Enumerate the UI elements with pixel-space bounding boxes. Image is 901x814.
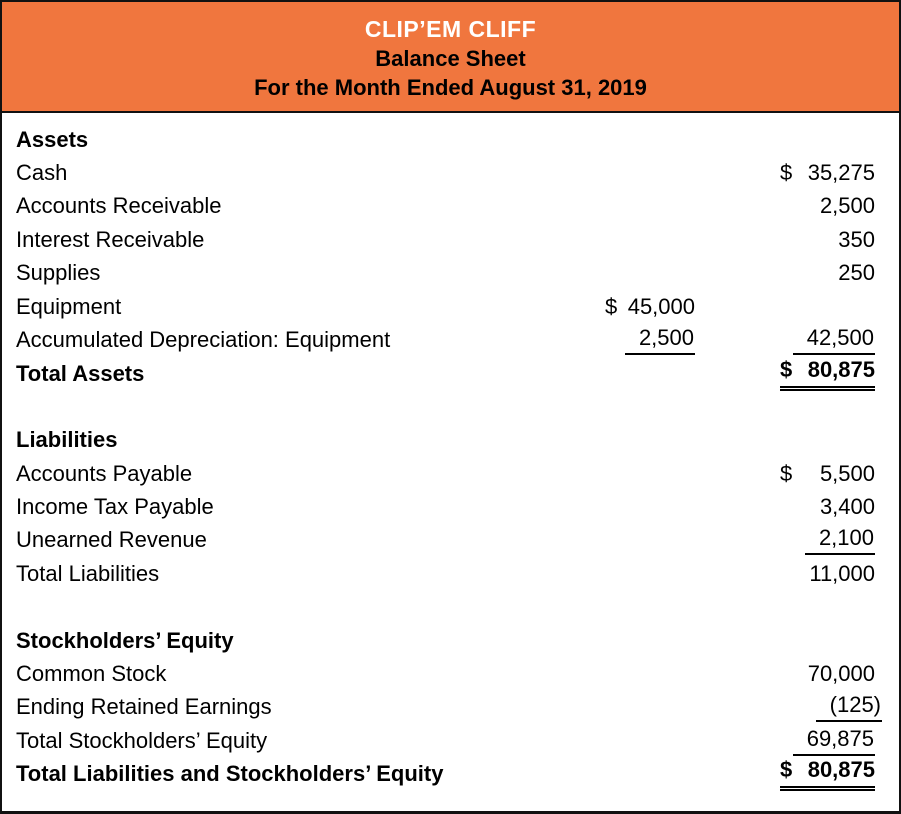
amount-value: 45,000: [627, 293, 695, 319]
amount-mid-column: [605, 294, 695, 320]
line-item-label: Accumulated Depreciation: Equipment: [16, 327, 391, 353]
total-row: [2, 357, 899, 390]
amount-value: 42,500: [793, 325, 875, 355]
section-heading: Liabilities: [16, 427, 118, 453]
amount-value: 69,875: [793, 726, 875, 756]
amount-right-column: [780, 227, 875, 253]
statement-header: [2, 2, 899, 113]
amount-value: 70,000: [807, 660, 875, 686]
amount-right-column: [780, 494, 875, 520]
amount-value: 350: [838, 226, 875, 252]
line-item-label: Accounts Payable: [16, 460, 193, 486]
amount-right-column: [780, 325, 875, 355]
section-heading: Assets: [16, 126, 89, 152]
line-item-row: [2, 557, 899, 590]
line-item-label: Total Liabilities and Stockholders’ Equity: [16, 761, 444, 787]
section-row: [2, 123, 899, 156]
company-name: CLIP’EM CLIFF: [364, 16, 537, 42]
amount-value: 2,500: [625, 325, 695, 355]
line-item-row: [2, 657, 899, 690]
amount-right-column: [780, 692, 881, 722]
amount-value: 11,000: [809, 560, 875, 586]
spacer-row: [2, 590, 899, 623]
amount-value: 2,500: [819, 193, 875, 219]
line-item-label: Interest Receivable: [16, 226, 205, 252]
section-heading: Stockholders’ Equity: [16, 627, 234, 653]
amount-right-column: [780, 461, 875, 487]
amount-value: 250: [838, 260, 875, 286]
line-item-label: Equipment: [16, 293, 122, 319]
line-item-label: Common Stock: [16, 660, 167, 686]
line-item-label: Cash: [16, 160, 68, 186]
amount-value: 2,100: [805, 525, 875, 555]
amount-right-column: [780, 661, 875, 687]
line-item-row: [2, 223, 899, 256]
line-item-row: [2, 323, 899, 356]
line-item-label: Accounts Receivable: [16, 193, 222, 219]
amount-right-column: [780, 757, 875, 791]
section-row: [2, 424, 899, 457]
line-item-row: [2, 290, 899, 323]
amount-right-column: [780, 561, 875, 587]
amount-value: 35,275: [807, 160, 875, 186]
spacer-row: [2, 390, 899, 423]
currency-symbol: $: [605, 293, 618, 319]
statement-title: Balance Sheet: [375, 46, 526, 71]
line-item-label: Total Liabilities: [16, 560, 160, 586]
section-row: [2, 624, 899, 657]
line-item-row: [2, 691, 899, 724]
amount-right-column: [780, 525, 875, 555]
total-row: [2, 757, 899, 790]
statement-body: [2, 113, 899, 791]
amount-right-column: [780, 726, 875, 756]
amount-value: 5,500: [819, 460, 875, 486]
line-item-row: [2, 156, 899, 189]
currency-symbol: $: [780, 460, 793, 486]
amount-right-column: [780, 193, 875, 219]
line-item-label: Unearned Revenue: [16, 527, 207, 553]
amount-value: 80,875: [807, 356, 875, 382]
line-item-row: [2, 457, 899, 490]
amount-value: (125): [816, 692, 882, 722]
line-item-row: [2, 524, 899, 557]
line-item-row: [2, 190, 899, 223]
amount-right-column: [780, 260, 875, 286]
statement-period: For the Month Ended August 31, 2019: [254, 75, 647, 100]
currency-symbol: $: [780, 356, 793, 382]
currency-symbol: $: [780, 160, 793, 186]
amount-right-column: [780, 160, 875, 186]
line-item-label: Income Tax Payable: [16, 493, 214, 519]
line-item-label: Ending Retained Earnings: [16, 694, 272, 720]
line-item-row: [2, 257, 899, 290]
currency-symbol: $: [780, 757, 793, 783]
amount-right-column: [780, 357, 875, 391]
line-item-label: Total Stockholders’ Equity: [16, 727, 268, 753]
line-item-row: [2, 490, 899, 523]
line-item-label: Total Assets: [16, 360, 145, 386]
line-item-label: Supplies: [16, 260, 101, 286]
amount-value: 80,875: [807, 757, 875, 783]
amount-mid-column: [605, 325, 695, 355]
line-item-row: [2, 724, 899, 757]
amount-value: 3,400: [819, 493, 875, 519]
